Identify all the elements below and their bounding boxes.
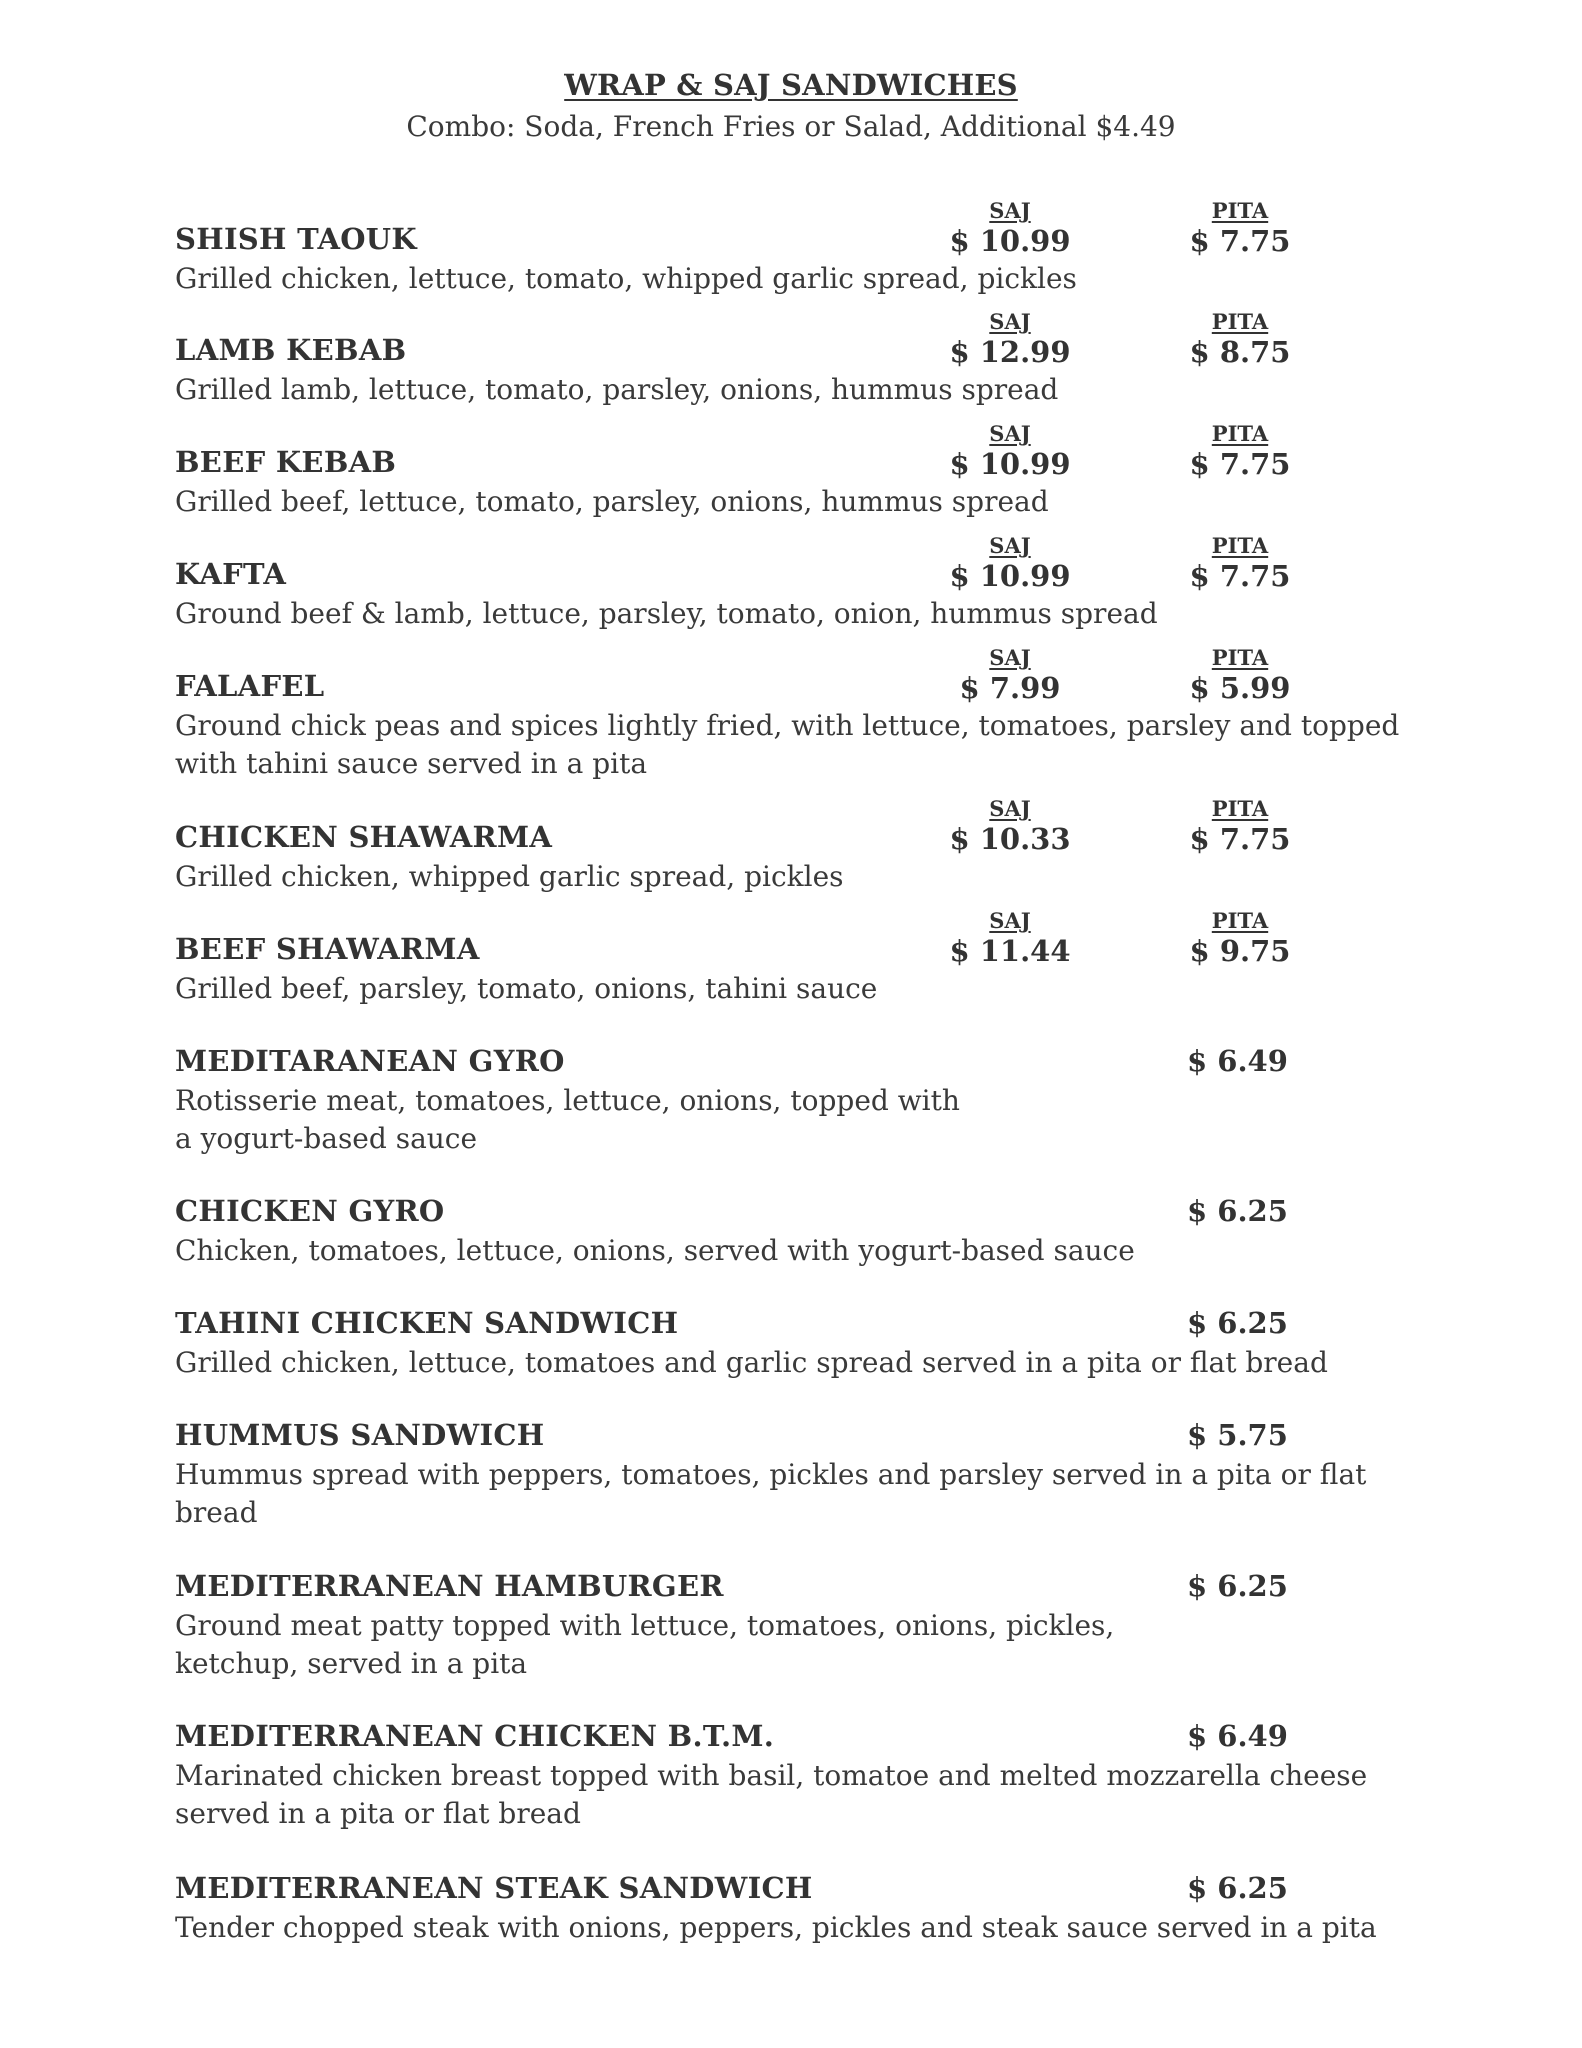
saj-price-column (945, 309, 1075, 369)
saj-label: SAJ (989, 309, 1031, 334)
saj-price: $ 10.99 (949, 447, 1071, 481)
item-name: MEDITERRANEAN HAMBURGER (175, 1569, 724, 1603)
item-price: $ 6.25 (1187, 1871, 1288, 1905)
item-name: CHICKEN SHAWARMA (175, 820, 553, 854)
item-description: Chicken, tomatoes, lettuce, onions, served with yogurt-based sauce (175, 1234, 1135, 1267)
item-price: $ 6.49 (1187, 1044, 1288, 1078)
item-description: Hummus spread with peppers, tomatoes, pickles and parsley served in a pita or flat bread (175, 1458, 1367, 1529)
pita-price: $ 7.75 (1189, 224, 1291, 258)
item-description: Ground chick peas and spices lightly fried, with lettuce, tomatoes, parsley and topped with tahini sauce served in a pita (175, 709, 1400, 780)
item-description: Grilled beef, parsley, tomato, onions, tahini sauce (175, 972, 878, 1005)
item-price: $ 6.25 (1187, 1306, 1288, 1340)
item-price: $ 5.75 (1187, 1418, 1288, 1452)
item-name: MEDITARANEAN GYRO (175, 1044, 565, 1078)
section-title: WRAP & SAJ SANDWICHES (564, 68, 1018, 102)
item-description: Marinated chicken breast topped with basil, tomatoe and melted mozzarella cheese served in a pita or flat bread (175, 1759, 1368, 1830)
item-description: Tender chopped steak with onions, peppers, pickles and steak sauce served in a pita (175, 1911, 1377, 1944)
saj-price-column (945, 645, 1075, 705)
pita-price: $ 9.75 (1189, 934, 1291, 968)
item-price: $ 6.25 (1187, 1194, 1288, 1228)
pita-price-column (1185, 309, 1295, 369)
saj-price: $ 7.99 (959, 671, 1061, 705)
pita-price: $ 5.99 (1189, 671, 1291, 705)
item-name: TAHINI CHICKEN SANDWICH (175, 1306, 679, 1340)
saj-price: $ 11.44 (949, 934, 1071, 968)
saj-label: SAJ (989, 533, 1031, 558)
item-name: LAMB KEBAB (175, 333, 407, 367)
pita-price-column (1185, 421, 1295, 481)
saj-price: $ 10.99 (949, 559, 1071, 593)
pita-label: PITA (1211, 421, 1269, 446)
item-name: HUMMUS SANDWICH (175, 1418, 545, 1452)
saj-price-column (945, 421, 1075, 481)
item-price: $ 6.25 (1187, 1569, 1288, 1603)
item-name: KAFTA (175, 557, 287, 591)
pita-price-column (1185, 198, 1295, 258)
pita-label: PITA (1211, 908, 1269, 933)
item-name: BEEF KEBAB (175, 445, 397, 479)
pita-price: $ 7.75 (1189, 822, 1291, 856)
item-name: FALAFEL (175, 669, 325, 703)
saj-price: $ 12.99 (949, 335, 1071, 369)
saj-price-column (945, 198, 1075, 258)
item-description: Grilled chicken, lettuce, tomatoes and garlic spread served in a pita or flat bread (175, 1346, 1328, 1379)
item-description: Ground meat patty topped with lettuce, tomatoes, onions, pickles, ketchup, served in a pita (175, 1609, 1115, 1680)
pita-label: PITA (1211, 796, 1269, 821)
saj-price-column (945, 908, 1075, 968)
item-description: Grilled chicken, whipped garlic spread, pickles (175, 860, 844, 893)
item-name: SHISH TAOUK (175, 222, 417, 256)
pita-label: PITA (1211, 309, 1269, 334)
pita-price: $ 7.75 (1189, 447, 1291, 481)
pita-price-column (1185, 645, 1295, 705)
item-name: BEEF SHAWARMA (175, 932, 480, 966)
item-description: Ground beef & lamb, lettuce, parsley, tomato, onion, hummus spread (175, 597, 1158, 630)
saj-label: SAJ (989, 796, 1031, 821)
item-description: Grilled lamb, lettuce, tomato, parsley, onions, hummus spread (175, 373, 1059, 406)
saj-price-column (945, 533, 1075, 593)
saj-price: $ 10.99 (949, 224, 1071, 258)
item-name: CHICKEN GYRO (175, 1194, 445, 1228)
pita-price: $ 8.75 (1189, 335, 1291, 369)
saj-label: SAJ (989, 421, 1031, 446)
pita-label: PITA (1211, 645, 1269, 670)
pita-label: PITA (1211, 533, 1269, 558)
pita-price-column (1185, 908, 1295, 968)
pita-price-column (1185, 533, 1295, 593)
saj-label: SAJ (989, 908, 1031, 933)
pita-label: PITA (1211, 198, 1269, 223)
item-description: Grilled beef, lettuce, tomato, parsley, onions, hummus spread (175, 485, 1049, 518)
saj-label: SAJ (989, 645, 1031, 670)
saj-label: SAJ (989, 198, 1031, 223)
combo-note: Combo: Soda, French Fries or Salad, Additional $4.49 (406, 110, 1176, 143)
item-price: $ 6.49 (1187, 1719, 1288, 1753)
menu-header (0, 68, 1582, 143)
saj-price-column (945, 796, 1075, 856)
pita-price: $ 7.75 (1189, 559, 1291, 593)
saj-price: $ 10.33 (949, 822, 1071, 856)
pita-price-column (1185, 796, 1295, 856)
item-description: Rotisserie meat, tomatoes, lettuce, onions, topped with a yogurt-based sauce (175, 1084, 960, 1155)
item-name: MEDITERRANEAN CHICKEN B.T.M. (175, 1719, 775, 1753)
item-name: MEDITERRANEAN STEAK SANDWICH (175, 1871, 813, 1905)
item-description: Grilled chicken, lettuce, tomato, whipped garlic spread, pickles (175, 262, 1077, 295)
